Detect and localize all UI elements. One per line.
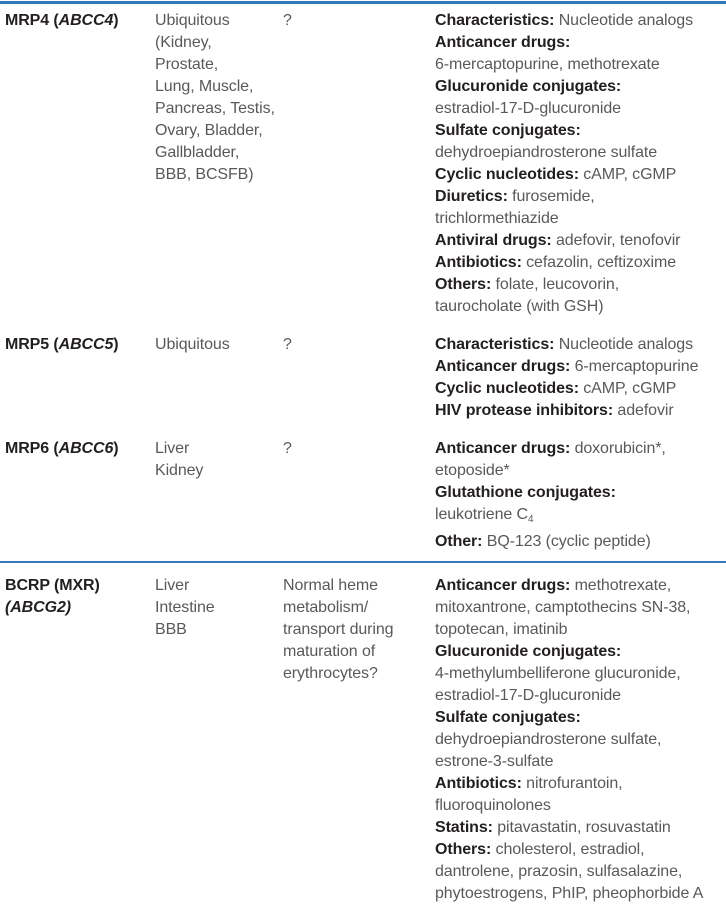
function-line [283,619,435,641]
text-run: Prostate, [155,56,219,73]
substrates-line [435,252,726,274]
text-run: ? [283,336,292,353]
function-line [283,641,435,663]
tissue-distribution-cell [155,575,283,905]
tissue-distribution-line [155,98,283,120]
text-run: leukotriene C [435,506,528,523]
substrates-cell [435,438,726,553]
bold-label: HIV protease inhibitors: [435,402,614,419]
substrates-line [435,575,726,597]
tissue-distribution-line [155,334,283,356]
substrates-line [435,663,726,685]
bold-label: Others: [435,841,492,858]
bold-label: Characteristics: [435,336,555,353]
text-run: Nucleotide analogs [554,336,693,353]
text-run: estradiol-17-D-glucuronide [435,100,621,117]
text-run: pitavastatin, rosuvastatin [492,819,671,836]
tissue-distribution-line [155,460,283,482]
text-run: transport during [283,621,394,638]
text-run: maturation of [283,643,376,660]
text-run: BQ-123 (cyclic peptide) [482,533,651,550]
text-run: (Kidney, [155,34,212,51]
text-run: BBB [155,621,187,638]
substrates-line [435,531,726,553]
text-run: folate, leucovorin, [491,276,620,293]
text-run: 6-mercaptopurine [570,358,699,375]
substrates-line [435,400,726,422]
text-run: cholesterol, estradiol, [491,841,645,858]
bold-label: Others: [435,276,492,293]
text-run: methotrexate, [570,577,672,594]
bold-label: Glucuronide conjugates: [435,78,622,95]
text-run: ? [283,440,292,457]
substrates-line [435,597,726,619]
bold-label: Sulfate conjugates: [435,709,581,726]
transporter-name-line [5,438,155,460]
text-run: 6-mercaptopurine, methotrexate [435,56,660,73]
function-cell [283,10,435,318]
subscript-text: 4 [527,514,534,525]
bold-label: Glutathione conjugates: [435,484,616,501]
tissue-distribution-line [155,142,283,164]
function-line [283,334,435,356]
bold-label: Other: [435,533,483,550]
text-run: dehydroepiandrosterone sulfate [435,144,658,161]
function-line [283,597,435,619]
substrates-cell [435,334,726,422]
text-run: Pancreas, Testis, [155,100,275,117]
tissue-distribution-line [155,120,283,142]
substrates-line [435,438,726,460]
text-run: phytoestrogens, PhIP, pheophorbide A [435,885,704,902]
bold-label: BCRP (MXR) [5,577,100,594]
bold-label: MRP6 ( [5,440,59,457]
substrates-line [435,54,726,76]
substrates-cell [435,10,726,318]
function-line [283,575,435,597]
substrates-line [435,729,726,751]
transporter-name-line [5,575,155,597]
text-run: Liver [155,577,190,594]
substrates-line [435,685,726,707]
substrates-line [435,274,726,296]
bold-label: Diuretics: [435,188,508,205]
tissue-distribution-line [155,619,283,641]
tissue-distribution-line [155,438,283,460]
bold-label: ) [113,12,119,29]
bold-label: Statins: [435,819,493,836]
bold-label: Characteristics: [435,12,555,29]
substrates-line [435,883,726,905]
substrates-line [435,861,726,883]
bold-label: Antibiotics: [435,254,522,271]
function-cell [283,438,435,553]
text-run: fluoroquinolones [435,797,551,814]
substrates-cell [435,575,726,905]
tissue-distribution-line [155,597,283,619]
function-cell [283,334,435,422]
text-run: Gallbladder, [155,144,240,161]
text-run: cefazolin, ceftizoxime [521,254,677,271]
substrates-line [435,773,726,795]
text-run: etoposide* [435,462,510,479]
substrates-line [435,334,726,356]
substrates-line [435,98,726,120]
substrates-line [435,378,726,400]
text-run: taurocholate (with GSH) [435,298,604,315]
text-run: trichlormethiazide [435,210,559,227]
transporter-name-cell [5,575,155,905]
text-run: ? [283,12,292,29]
text-run: adefovir [613,402,674,419]
bold-label: MRP5 ( [5,336,59,353]
text-run: Normal heme [283,577,378,594]
text-run: metabolism/ [283,599,369,616]
text-run: doxorubicin*, [570,440,666,457]
bold-label: MRP4 ( [5,12,59,29]
substrates-line [435,460,726,482]
substrates-line [435,296,726,318]
substrates-line [435,751,726,773]
function-line [283,663,435,685]
tissue-distribution-line [155,164,283,186]
function-line [283,10,435,32]
text-run: dehydroepiandrosterone sulfate, [435,731,662,748]
substrates-line [435,32,726,54]
gene-symbol: ABCC4 [58,12,114,29]
substrates-line [435,504,726,531]
substrates-line [435,619,726,641]
bold-label: Anticancer drugs: [435,577,571,594]
text-run: dantrolene, prazosin, sulfasalazine, [435,863,683,880]
text-run: estrone-3-sulfate [435,753,554,770]
transporter-name-line [5,10,155,32]
text-run: Ovary, Bladder, [155,122,263,139]
transporter-name-cell [5,438,155,553]
bold-label: Anticancer drugs: [435,440,571,457]
text-run: Kidney [155,462,204,479]
bold-label: Sulfate conjugates: [435,122,581,139]
transporter-name-line [5,334,155,356]
substrates-line [435,76,726,98]
bold-label: ) [113,336,119,353]
text-run: topotecan, imatinib [435,621,568,638]
substrates-line [435,142,726,164]
table-row-mrp6 [0,438,726,553]
substrates-line [435,120,726,142]
text-run: estradiol-17-D-glucuronide [435,687,621,704]
function-cell [283,575,435,905]
text-run: Ubiquitous [155,336,230,353]
tissue-distribution-line [155,54,283,76]
substrates-line [435,356,726,378]
transporter-table [0,1,726,905]
text-run: furosemide, [507,188,595,205]
substrates-line [435,707,726,729]
substrates-line [435,164,726,186]
text-run: Intestine [155,599,215,616]
text-run: Ubiquitous [155,12,230,29]
text-run: adefovir, tenofovir [551,232,681,249]
bold-label: ) [113,440,119,457]
tissue-distribution-cell [155,438,283,553]
text-run: cAMP, cGMP [578,380,677,397]
tissue-distribution-line [155,32,283,54]
text-run: 4-methylumbelliferone glucuronide, [435,665,681,682]
text-run: Lung, Muscle, [155,78,254,95]
text-run: Liver [155,440,190,457]
bold-label: Cyclic nucleotides: [435,166,579,183]
bold-label: Anticancer drugs: [435,358,571,375]
text-run: nitrofurantoin, [521,775,623,792]
transporter-name-line [5,597,155,619]
bold-label: Antiviral drugs: [435,232,552,249]
table-row-mrp5 [0,334,726,422]
table-row-mrp4 [0,4,726,318]
substrates-line [435,839,726,861]
substrates-line [435,230,726,252]
transporter-name-cell [5,334,155,422]
substrates-line [435,641,726,663]
text-run: BBB, BCSFB) [155,166,254,183]
text-run: erythrocytes? [283,665,378,682]
tissue-distribution-line [155,10,283,32]
text-run: cAMP, cGMP [578,166,677,183]
substrates-line [435,795,726,817]
transporter-name-cell [5,10,155,318]
bold-label: Cyclic nucleotides: [435,380,579,397]
text-run: Nucleotide analogs [554,12,693,29]
bold-label: Glucuronide conjugates: [435,643,622,660]
function-line [283,438,435,460]
table-row-bcrp [0,563,726,905]
bold-label: Anticancer drugs: [435,34,571,51]
substrates-line [435,817,726,839]
tissue-distribution-line [155,76,283,98]
substrates-line [435,186,726,208]
gene-symbol: ABCC5 [58,336,114,353]
bold-label: Antibiotics: [435,775,522,792]
gene-symbol: ABCC6 [58,440,114,457]
substrates-line [435,10,726,32]
gene-symbol: (ABCG2) [5,599,71,616]
text-run: mitoxantrone, camptothecins SN-38, [435,599,691,616]
substrates-line [435,208,726,230]
tissue-distribution-line [155,575,283,597]
substrates-line [435,482,726,504]
tissue-distribution-cell [155,10,283,318]
tissue-distribution-cell [155,334,283,422]
